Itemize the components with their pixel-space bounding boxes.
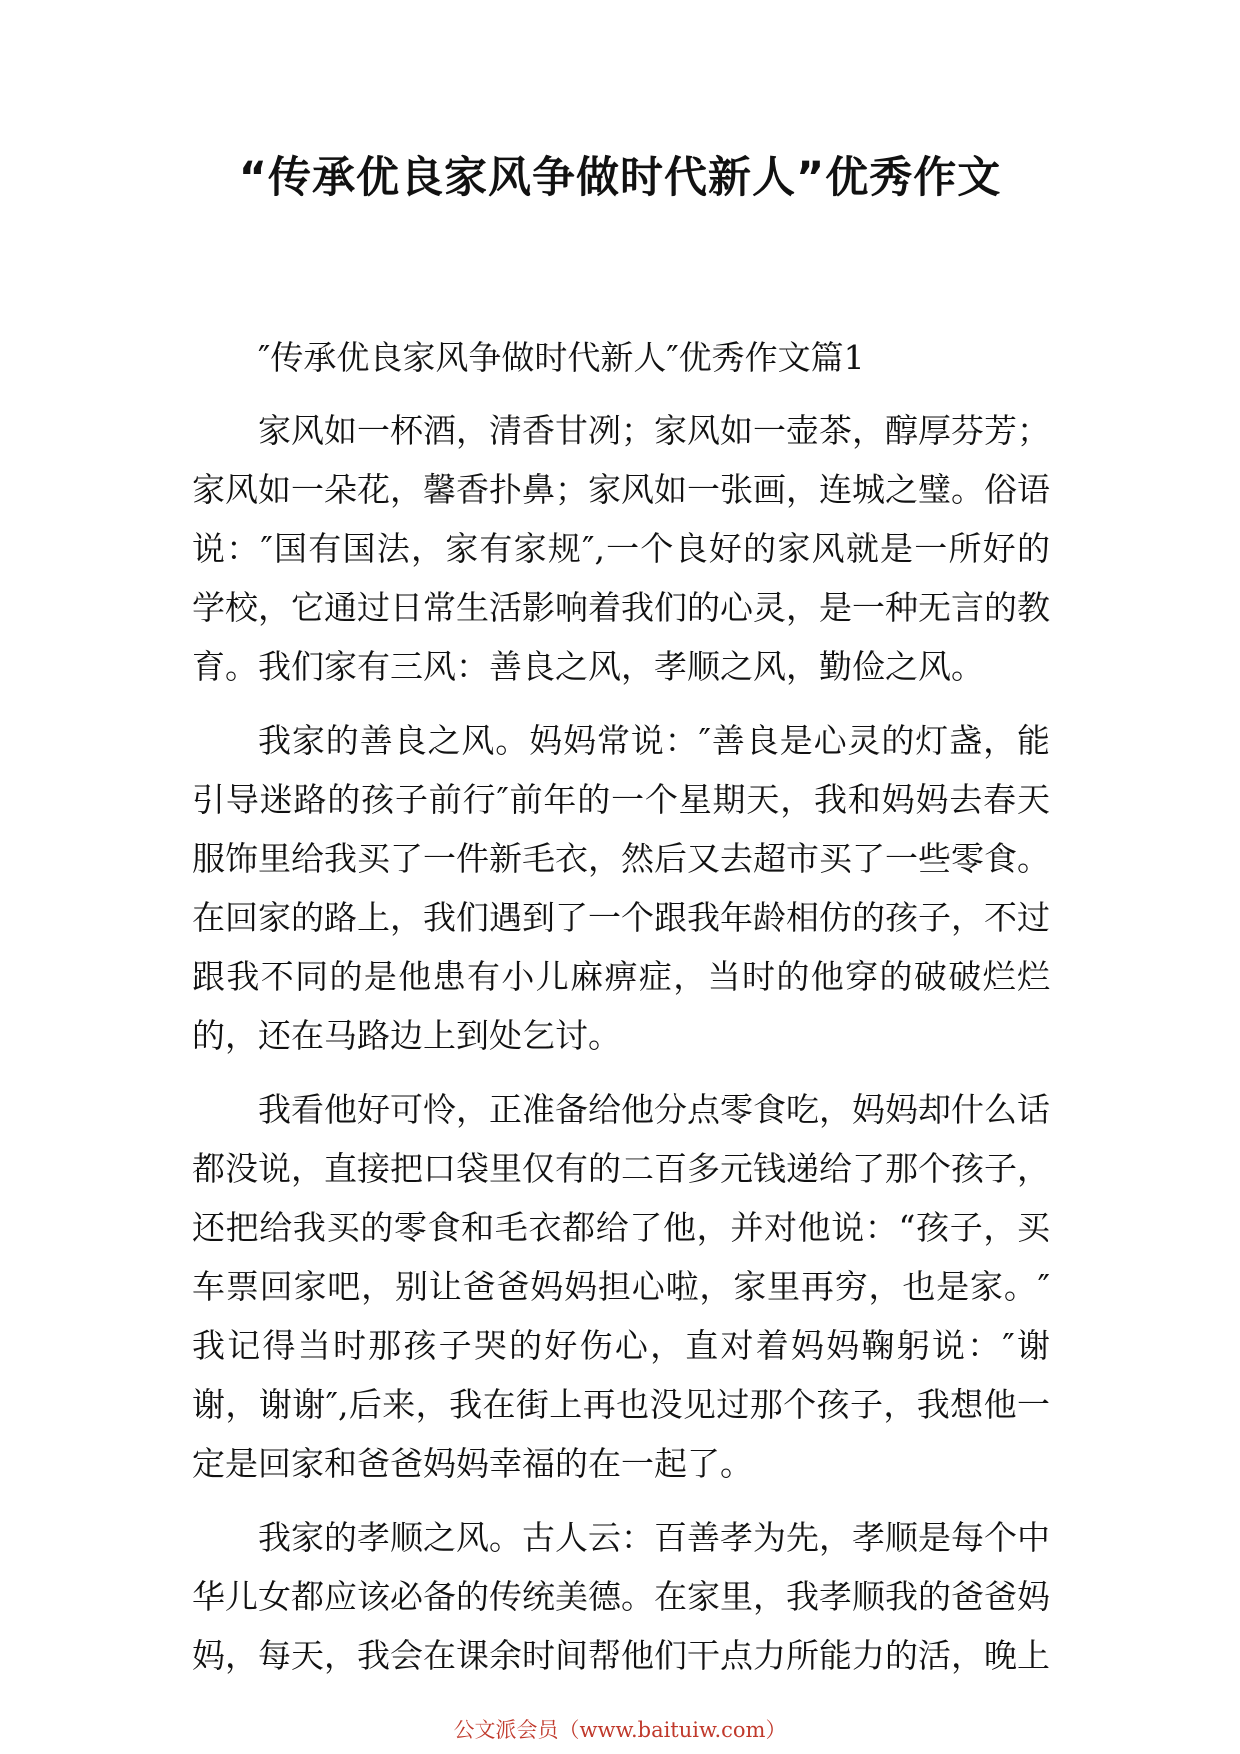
section-heading: ″传承优良家风争做时代新人″优秀作文篇1	[258, 338, 865, 377]
paragraph: 我看他好可怜，正准备给他分点零食吃，妈妈却什么话都没说，直接把口袋里仅有的二百多元钱递给了那个孩子，还把给我买的零食和毛衣都给了他，并对他说：“孩子，买车票回家吧，别让爸爸妈妈担心啦，家里再穷，也是家。″我记得当时那孩子哭的好伤心，直对着妈妈鞠躬说：″谢谢，谢谢″,后来，我在街上再也没见过那个孩子，我想他一定是回家和爸爸妈妈幸福的在一起了。	[192, 1090, 1050, 1483]
paragraph: 我家的善良之风。妈妈常说：″善良是心灵的灯盏，能引导迷路的孩子前行″前年的一个星期天，我和妈妈去春天服饰里给我买了一件新毛衣，然后又去超市买了一些零食。在回家的路上，我们遇到了一个跟我年龄相仿的孩子，不过跟我不同的是他患有小儿麻痹症，当时的他穿的破破烂烂的，还在马路边上到处乞讨。	[192, 721, 1050, 1055]
document-title: “传承优良家风争做时代新人”优秀作文	[238, 153, 1002, 203]
paragraph: 我家的孝顺之风。古人云：百善孝为先，孝顺是每个中华儿女都应该必备的传统美德。在家里，我孝顺我的爸爸妈妈，每天，我会在课余时间帮他们干点力所能力的活，晚上	[192, 1518, 1050, 1675]
paragraph: 家风如一杯酒，清香甘冽；家风如一壶茶，醇厚芬芳；家风如一朵花，馨香扑鼻；家风如一张画，连城之璧。俗语说：″国有国法，家有家规″,一个良好的家风就是一所好的学校，它通过日常生活影响着我们的心灵，是一种无言的教育。我们家有三风：善良之风，孝顺之风，勤俭之风。	[192, 411, 1050, 686]
footer-watermark: 公文派会员（www.baituiw.com）	[453, 1718, 787, 1742]
document-body	[192, 328, 1050, 1700]
